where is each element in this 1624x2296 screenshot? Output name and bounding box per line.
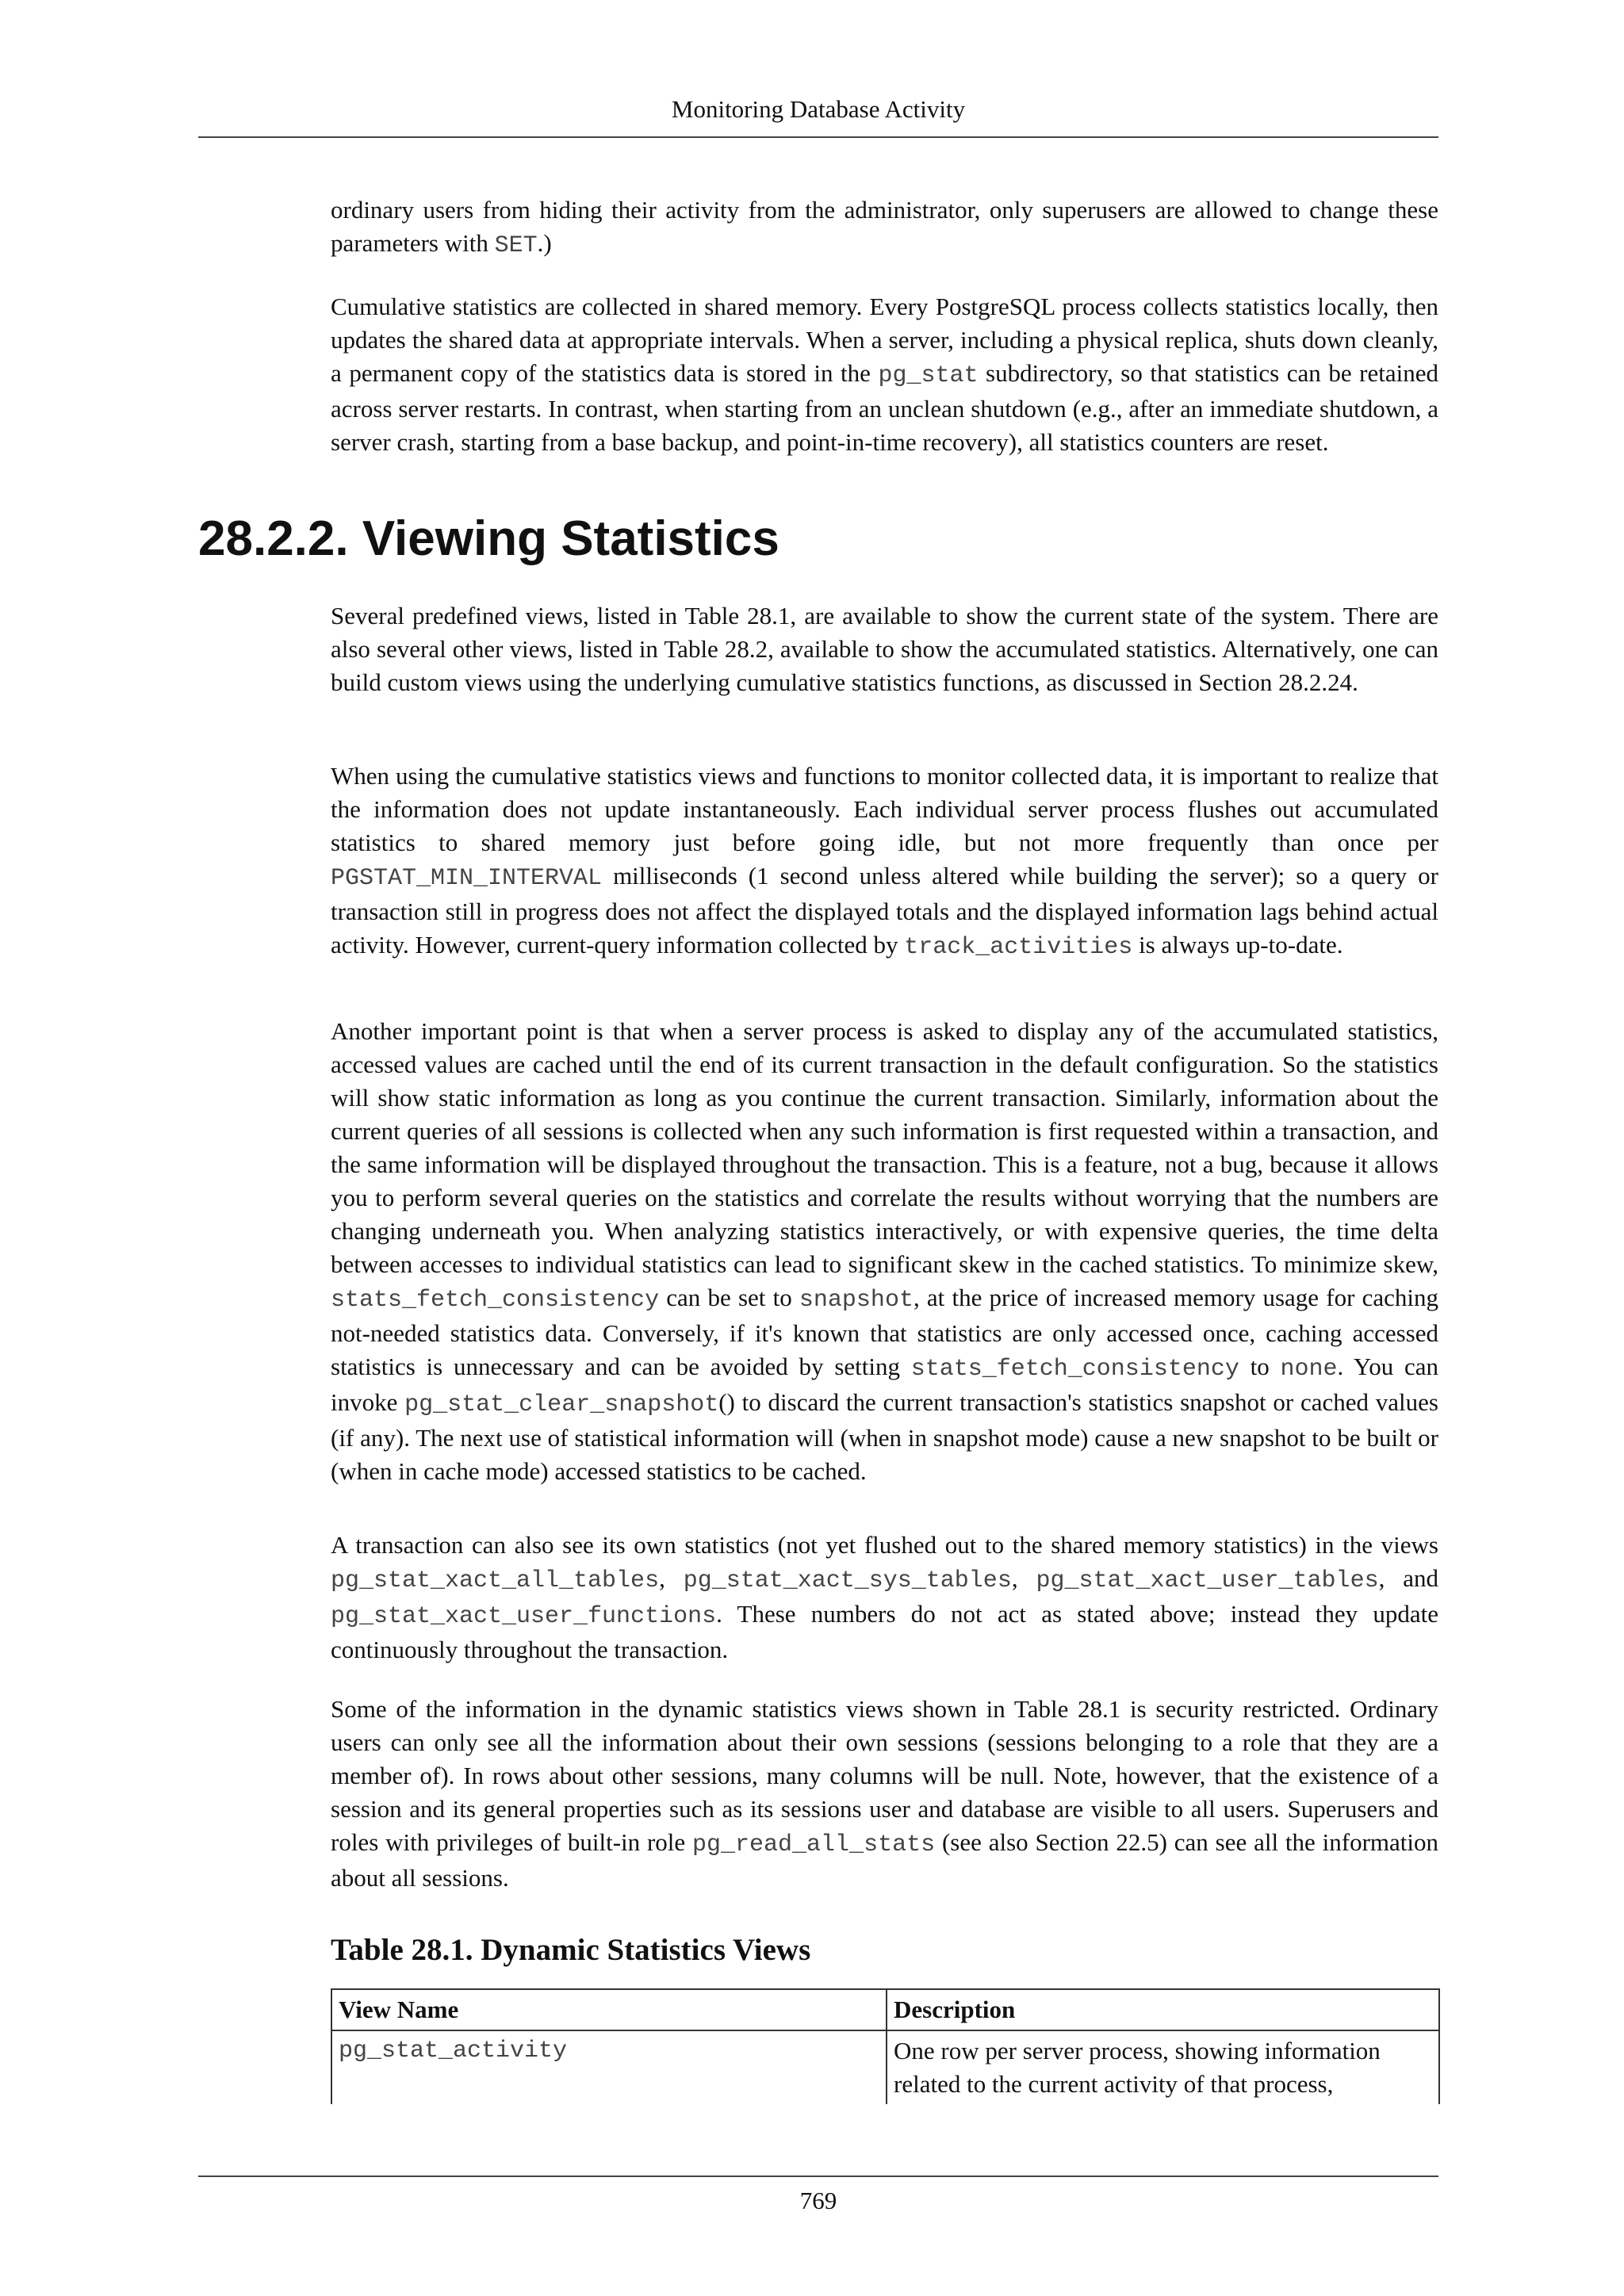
dynamic-statistics-table (331, 1988, 1440, 2104)
code-snapshot: snapshot (799, 1287, 914, 1314)
code-set: SET (494, 232, 538, 259)
intro-paragraph-2-block (331, 290, 1438, 459)
text-run: ordinary users from hiding their activity from the administrator, only superusers are allowed to change these parameters with (331, 196, 1438, 257)
section-paragraph-1: Several predefined views, listed in Table 28.1, are available to show the current state of the system. There are also several other views, listed in Table 28.2, available to show the accumulated statistics. Alternatively, one can build custom views using the underlying cumulative statistics functions, as discussed in Section 28.2.24. (331, 602, 1438, 696)
text-run: When using the cumulative statistics views and functions to monitor collected data, it is important to realize that the information does not update instantaneously. Each individual server process flushes out accumulated statistics to shared memory just before going idle, but not more frequently than once per (331, 762, 1438, 856)
text-run: (see also Section 22.5) can see all the information about all sessions. (331, 1828, 1438, 1892)
section-paragraph-1-block (331, 599, 1438, 699)
description-cell: One row per server process, showing information related to the current activity of that process, (887, 2030, 1439, 2104)
code-pg-stat: pg_stat (878, 362, 979, 389)
section-paragraph-5 (331, 1693, 1438, 1895)
text-run: Another important point is that when a server process is asked to display any of the accumulated statistics, accessed values are cached until the end of its current transaction in the default configuration. So the statistics will show static information as long as you continue the current transaction. Similarly, information about the current queries of all sessions is collected when any such information is first requested within a transaction, and the same information will be displayed throughout the transaction. This is a feature, not a bug, because it allows you to perform several queries on the statistics and correlate the results without worrying that the numbers are changing underneath you. When analyzing statistics interactively, or with expensive queries, the time delta between accesses to individual statistics can lead to significant skew in the cached statistics. To minimize skew, (331, 1017, 1438, 1278)
text-run: , and (1378, 1564, 1439, 1592)
text-run: . You can invoke (331, 1353, 1438, 1416)
section-paragraph-5-block (331, 1693, 1438, 1895)
table-header-row (331, 1989, 1439, 2030)
code-stats-fetch-consistency: stats_fetch_consistency (331, 1287, 660, 1314)
code-xact-sys-tables: pg_stat_xact_sys_tables (683, 1567, 1012, 1594)
intro-paragraph-1 (331, 193, 1438, 262)
table-row (331, 2030, 1439, 2104)
section-paragraph-3 (331, 1015, 1438, 1488)
code-pgstat-min-interval: PGSTAT_MIN_INTERVAL (331, 865, 603, 892)
section-paragraph-4-block (331, 1529, 1438, 1667)
text-run: Some of the information in the dynamic statistics views shown in Table 28.1 is security restricted. Ordinary users can only see all the information about their own sessions (sessions belonging to a role that they are a member of). In rows about other sessions, many columns will be null. Note, however, that the existence of a session and its general properties such as its sessions user and database are visible to all users. Superusers and roles with privileges of built-in role (331, 1695, 1438, 1856)
code-stats-fetch-consistency-2: stats_fetch_consistency (910, 1356, 1239, 1383)
code-track-activities: track_activities (904, 934, 1133, 961)
code-xact-all-tables: pg_stat_xact_all_tables (331, 1567, 660, 1594)
text-run: . These numbers do not act as stated above; instead they update continuously throughout the transaction. (331, 1600, 1438, 1663)
text-run: can be set to (659, 1284, 799, 1311)
header-rule (198, 136, 1438, 138)
table-title: Table 28.1. Dynamic Statistics Views (331, 1933, 811, 1967)
text-run: () to discard the current transaction's statistics snapshot or cached values (if any). The next use of statistical information will (when in snapshot mode) cause a new snapshot to be built or (when in cache mode) accessed statistics to be cached. (331, 1388, 1438, 1485)
section-paragraph-4 (331, 1529, 1438, 1667)
text-run: , (1011, 1564, 1036, 1592)
intro-paragraph-1-block (331, 193, 1438, 262)
section-paragraph-3-block (331, 1015, 1438, 1488)
running-header: Monitoring Database Activity (671, 95, 966, 123)
code-pg-stat-clear-snapshot: pg_stat_clear_snapshot (404, 1391, 719, 1418)
text-run: milliseconds (1 second unless altered while building the server); so a query or transaction still in progress does not affect the displayed totals and the displayed information lags behind actual activity. However, current-query information collected by (331, 862, 1438, 959)
column-header-view-name: View Name (331, 1989, 887, 2030)
text-run: , (659, 1564, 684, 1592)
text-run: A transaction can also see its own statistics (not yet flushed out to the shared memory statistics) in the views (331, 1531, 1438, 1559)
section-heading: 28.2.2. Viewing Statistics (198, 511, 779, 566)
section-paragraph-2-block (331, 760, 1438, 964)
text-run: to (1239, 1353, 1281, 1380)
text-run: subdirectory, so that statistics can be retained across server restarts. In contrast, when starting from an unclean shutdown (e.g., after an immediate shutdown, a server crash, starting from a base backup, and point-in-time recovery), all statistics counters are reset. (331, 359, 1438, 456)
text-run: .) (537, 229, 552, 257)
page-number: 769 (799, 2187, 837, 2214)
code-none: none (1280, 1356, 1338, 1383)
code-xact-user-tables: pg_stat_xact_user_tables (1036, 1567, 1379, 1594)
text-run: , at the price of increased memory usage for caching not-needed statistics data. Conversely, if it's known that statistics are only accessed once, caching accessed statistics is unnecessary and can be avoided by setting (331, 1284, 1438, 1380)
table-block (331, 1930, 1438, 2104)
view-name-cell: pg_stat_activity (331, 2030, 887, 2104)
text-run: is always up-to-date. (1132, 931, 1343, 959)
text-run: Cumulative statistics are collected in shared memory. Every PostgreSQL process collects statistics locally, then updates the shared data at appropriate intervals. When a server, including a physical replica, shuts down cleanly, a permanent copy of the statistics data is stored in the (331, 293, 1438, 387)
code-pg-read-all-stats: pg_read_all_stats (692, 1831, 936, 1858)
footer-rule (198, 2175, 1438, 2177)
column-header-description: Description (887, 1989, 1439, 2030)
code-xact-user-functions: pg_stat_xact_user_functions (331, 1603, 717, 1630)
intro-paragraph-2 (331, 290, 1438, 459)
section-paragraph-2 (331, 760, 1438, 964)
